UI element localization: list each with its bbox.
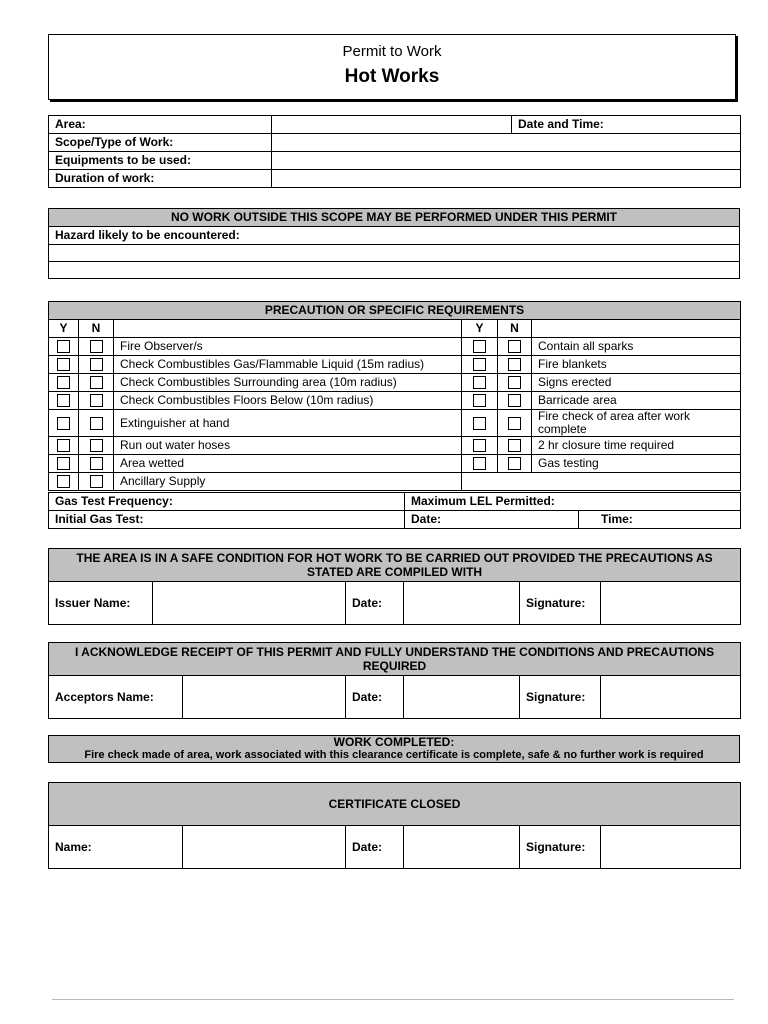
checkbox-n[interactable] [90, 457, 103, 470]
checkbox-y[interactable] [57, 457, 70, 470]
checkbox-y[interactable] [473, 394, 486, 407]
area-label: Area: [49, 116, 272, 134]
issuer-signature-field[interactable] [601, 582, 741, 625]
acceptor-name-field[interactable] [183, 676, 346, 719]
work-completed-text: Fire check made of area, work associated with this clearance certificate is complete, safe & no further work is required [84, 749, 704, 761]
checkbox-y[interactable] [57, 358, 70, 371]
issuer-header: THE AREA IS IN A SAFE CONDITION FOR HOT WORK TO BE CARRIED OUT PROVIDED THE PRECAUTIONS AS STATED ARE COMPILED WITH [49, 549, 741, 582]
precaution-item: Run out water hoses [114, 437, 462, 455]
equipment-field[interactable] [272, 152, 741, 170]
date-time-label: Date and Time: [512, 116, 741, 134]
checkbox-n[interactable] [90, 439, 103, 452]
checkbox-n[interactable] [90, 340, 103, 353]
initial-gas-test-label: Initial Gas Test: [49, 511, 405, 529]
certificate-name-label: Name: [49, 826, 183, 869]
checkbox-n[interactable] [508, 417, 521, 430]
acceptor-name-label: Acceptors Name: [49, 676, 183, 719]
precaution-item: Contain all sparks [532, 338, 741, 356]
permit-title-box [48, 34, 736, 100]
gas-test-date-label: Date: [405, 511, 579, 529]
checkbox-n[interactable] [508, 376, 521, 389]
checkbox-y[interactable] [473, 457, 486, 470]
checkbox-y[interactable] [473, 340, 486, 353]
equipment-label: Equipments to be used: [49, 152, 272, 170]
checkbox-n[interactable] [508, 358, 521, 371]
certificate-signature-label: Signature: [520, 826, 601, 869]
duration-label: Duration of work: [49, 170, 272, 188]
checkbox-y[interactable] [57, 340, 70, 353]
checkbox-y[interactable] [473, 417, 486, 430]
certificate-table [48, 782, 741, 869]
issuer-name-label: Issuer Name: [49, 582, 153, 625]
certificate-date-label: Date: [346, 826, 404, 869]
scope-label: Scope/Type of Work: [49, 134, 272, 152]
issuer-signature-label: Signature: [520, 582, 601, 625]
area-field[interactable] [272, 116, 512, 134]
n-header-right: N [498, 320, 532, 338]
precaution-item: Fire check of area after work complete [532, 410, 741, 437]
work-completed-title: WORK COMPLETED: [333, 735, 455, 749]
scope-field[interactable] [272, 134, 741, 152]
certificate-header: CERTIFICATE CLOSED [49, 783, 741, 826]
precautions-table [48, 301, 741, 491]
precautions-header: PRECAUTION OR SPECIFIC REQUIREMENTS [49, 302, 741, 320]
hazard-line-2[interactable] [49, 262, 740, 279]
checkbox-y[interactable] [473, 376, 486, 389]
precaution-item: Barricade area [532, 392, 741, 410]
hazard-label: Hazard likely to be encountered: [49, 227, 740, 245]
checkbox-n[interactable] [508, 439, 521, 452]
issuer-table [48, 548, 741, 625]
gas-test-table [48, 492, 741, 529]
checkbox-n[interactable] [90, 358, 103, 371]
checkbox-y[interactable] [57, 394, 70, 407]
checkbox-n[interactable] [508, 340, 521, 353]
acceptor-date-field[interactable] [404, 676, 520, 719]
acceptor-signature-label: Signature: [520, 676, 601, 719]
scope-header: NO WORK OUTSIDE THIS SCOPE MAY BE PERFORMED UNDER THIS PERMIT [49, 209, 740, 227]
precaution-item: Signs erected [532, 374, 741, 392]
precaution-item: Check Combustibles Surrounding area (10m radius) [114, 374, 462, 392]
certificate-name-field[interactable] [183, 826, 346, 869]
permit-title: Hot Works [344, 66, 440, 87]
checkbox-n[interactable] [90, 376, 103, 389]
precaution-item: Check Combustibles Gas/Flammable Liquid (15m radius) [114, 356, 462, 374]
checkbox-y[interactable] [57, 417, 70, 430]
checkbox-y[interactable] [57, 439, 70, 452]
acceptor-signature-field[interactable] [601, 676, 741, 719]
checkbox-n[interactable] [508, 394, 521, 407]
precaution-item: Check Combustibles Floors Below (10m radius) [114, 392, 462, 410]
precaution-item: Gas testing [532, 455, 741, 473]
gas-test-time-label: Time: [579, 511, 741, 529]
gas-test-frequency-label: Gas Test Frequency: [49, 493, 405, 511]
y-header-left: Y [49, 320, 79, 338]
certificate-signature-field[interactable] [601, 826, 741, 869]
precaution-item: Extinguisher at hand [114, 410, 462, 437]
acceptor-table [48, 642, 741, 719]
checkbox-y[interactable] [473, 358, 486, 371]
duration-field[interactable] [272, 170, 741, 188]
precaution-item: Ancillary Supply [114, 473, 462, 491]
info-table [48, 115, 741, 188]
max-lel-label: Maximum LEL Permitted: [405, 493, 741, 511]
n-header-left: N [79, 320, 114, 338]
y-header-right: Y [462, 320, 498, 338]
checkbox-n[interactable] [90, 394, 103, 407]
checkbox-n[interactable] [508, 457, 521, 470]
precaution-item: Fire Observer/s [114, 338, 462, 356]
issuer-name-field[interactable] [153, 582, 346, 625]
permit-subtitle: Permit to Work [342, 43, 442, 60]
acceptor-date-label: Date: [346, 676, 404, 719]
checkbox-y[interactable] [473, 439, 486, 452]
acceptor-header: I ACKNOWLEDGE RECEIPT OF THIS PERMIT AND FULLY UNDERSTAND THE CONDITIONS AND PRECAUTIONS REQUIRED [49, 643, 741, 676]
scope-table [48, 208, 740, 279]
precaution-item: Area wetted [114, 455, 462, 473]
footer-divider [52, 999, 734, 1000]
certificate-date-field[interactable] [404, 826, 520, 869]
issuer-date-field[interactable] [404, 582, 520, 625]
checkbox-n[interactable] [90, 417, 103, 430]
checkbox-y[interactable] [57, 376, 70, 389]
work-completed-box [49, 736, 740, 763]
hazard-line-1[interactable] [49, 245, 740, 262]
issuer-date-label: Date: [346, 582, 404, 625]
work-completed-table [48, 735, 740, 763]
checkbox-n[interactable] [90, 475, 103, 488]
precaution-item: Fire blankets [532, 356, 741, 374]
checkbox-y[interactable] [57, 475, 70, 488]
precaution-item: 2 hr closure time required [532, 437, 741, 455]
